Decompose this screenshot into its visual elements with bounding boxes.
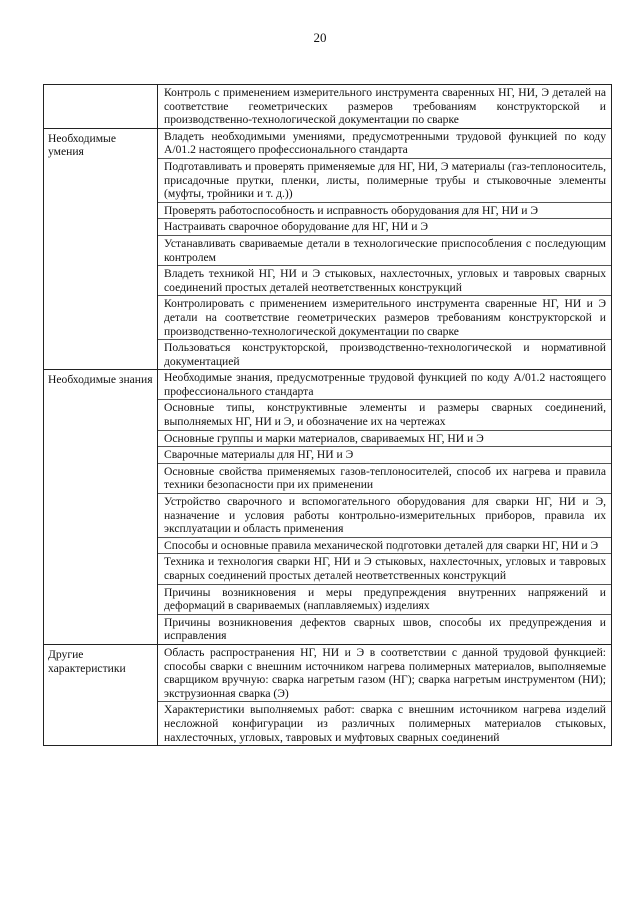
table-row <box>44 85 611 129</box>
requirement-list <box>158 645 611 745</box>
requirement-item: Устанавливать свариваемые детали в технологические приспособления с последующим контролем <box>158 236 611 266</box>
requirement-item: Контролировать с применением измерительного инструмента сваренные НГ, НИ и Э детали на соответствие геометрических размеров требованиям конструкторской и производственно-технологической документации по сварке <box>158 296 611 340</box>
requirement-item: Проверять работоспособность и исправность оборудования для НГ, НИ и Э <box>158 203 611 220</box>
requirement-item: Необходимые знания, предусмотренные трудовой функцией по коду А/01.2 настоящего профессионального стандарта <box>158 370 611 400</box>
table-row <box>44 370 611 645</box>
requirement-list <box>158 85 611 128</box>
requirement-item: Способы и основные правила механической подготовки деталей для сварки НГ, НИ и Э <box>158 538 611 555</box>
requirement-item: Основные типы, конструктивные элементы и размеры сварных соединений, выполняемых НГ, НИ и Э, и обозначение их на чертежах <box>158 400 611 430</box>
requirement-item: Владеть необходимыми умениями, предусмотренными трудовой функцией по коду А/01.2 настоящего профессионального стандарта <box>158 129 611 159</box>
row-label <box>44 85 158 128</box>
table-row <box>44 645 611 746</box>
requirement-item: Техника и технология сварки НГ, НИ и Э стыковых, нахлесточных, угловых и тавровых сварных соединений простых деталей неответственных конструкций <box>158 554 611 584</box>
requirement-item: Устройство сварочного и вспомогательного оборудования для сварки НГ, НИ и Э, назначение и условия работы контрольно-измерительных приборов, правила их эксплуатации и область применения <box>158 494 611 538</box>
requirement-item: Владеть техникой НГ, НИ и Э стыковых, нахлесточных, угловых и тавровых сварных соединений простых деталей неответственных конструкций <box>158 266 611 296</box>
requirement-list <box>158 370 611 644</box>
requirement-item: Основные свойства применяемых газов-теплоносителей, способ их нагрева и правила техники безопасности при их применении <box>158 464 611 494</box>
table-row <box>44 129 611 371</box>
requirement-item: Контроль с применением измерительного инструмента сваренных НГ, НИ, Э деталей на соответствие геометрических размеров требованиям конструкторской и производственно-технологической документации по сварке <box>164 86 606 127</box>
row-label: Необходимые знания <box>44 370 158 644</box>
requirements-table <box>43 84 612 746</box>
requirement-item: Сварочные материалы для НГ, НИ и Э <box>158 447 611 464</box>
requirement-item: Пользоваться конструкторской, производственно-технологической и нормативной документацией <box>164 341 606 368</box>
requirement-item: Причины возникновения и меры предупреждения внутренних напряжений и деформаций в свариваемых (наплавляемых) изделиях <box>158 585 611 615</box>
requirement-item: Настраивать сварочное оборудование для НГ, НИ и Э <box>158 219 611 236</box>
requirement-item: Причины возникновения дефектов сварных швов, способы их предупреждения и исправления <box>164 615 606 643</box>
requirement-item: Основные группы и марки материалов, свариваемых НГ, НИ и Э <box>158 431 611 448</box>
requirement-item: Характеристики выполняемых работ: сварка с внешним источником нагрева изделий несложной конфигурации из различных полимерных материалов стыковых, нахлесточных, угловых, тавровых и муфтовых сварных соединений <box>164 703 606 744</box>
requirement-item: Подготавливать и проверять применяемые для НГ, НИ, Э материалы (газ-теплоноситель, присадочные прутки, пленки, листы, полимерные трубы и стыковочные элементы (муфты, тройники и т. д.)) <box>158 159 611 203</box>
requirement-item: Область распространения НГ, НИ и Э в соответствии с данной трудовой функцией: способы сварки с внешним источником нагрева полимерных материалов, выполняемые сварщиком вручную: сварка нагретым газом (НГ); сварка нагретым инструментом (НИ); экструзионная сварка (Э) <box>158 645 611 702</box>
row-label: Другие характеристики <box>44 645 158 745</box>
requirement-list <box>158 129 611 370</box>
page-number: 20 <box>313 30 327 45</box>
row-label: Необходимые умения <box>44 129 158 370</box>
